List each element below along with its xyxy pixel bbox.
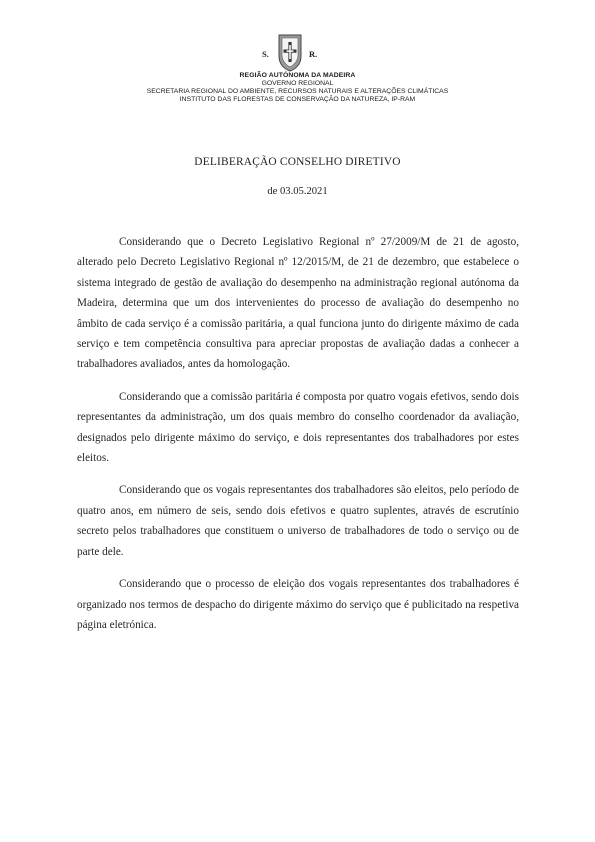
document-body (77, 232, 519, 647)
letterhead-emblem (0, 34, 595, 74)
document-heading (0, 155, 595, 199)
paragraph: Considerando que o processo de eleição dos vogais representantes dos trabalhadores é organizado nos termos de despacho do dirigente máximo do serviço que é publicitado na respetiva página eletrónica. (77, 578, 519, 631)
document-title: DELIBERAÇÃO CONSELHO DIRETIVO (194, 156, 401, 168)
institute-name: INSTITUTO DAS FLORESTAS DE CONSERVAÇÃO DA NATUREZA, IP-RAM (179, 96, 416, 103)
paragraph: Considerando que o Decreto Legislativo Regional nº 27/2009/M de 21 de agosto, alterado pelo Decreto Legislativo Regional nº 12/2015/M, de 21 de dezembro, que estabelece o sistema integrado de gestão de avaliação do desempenho na administração regional autónoma da Madeira, determina que um dos intervenientes do processo de avaliação do desempenho no âmbito de cada serviço é a comissão paritária, a qual funciona junto do dirigente máximo de cada serviço e tem competência consultiva para apreciar propostas de avaliação dadas a conhecer a trabalhadores avaliados, antes da homologação. (77, 236, 519, 371)
letterhead (0, 72, 595, 104)
emblem-letter-r: R. (309, 49, 318, 59)
secretariat-name: SECRETARIA REGIONAL DO AMBIENTE, RECURSOS NATURAIS E ALTERAÇÕES CLIMÁTICAS (146, 88, 449, 95)
emblem-letter-s: S. (262, 49, 269, 59)
government-name: GOVERNO REGIONAL (261, 80, 334, 87)
document-date: de 03.05.2021 (267, 186, 328, 197)
paragraph: Considerando que os vogais representantes dos trabalhadores são eleitos, pelo período de quatro anos, em número de seis, sendo dois efetivos e quatro suplentes, através de escrutínio secreto pelos trabalhadores que constituem o universo de trabalhadores de todo o serviço ou de parte dele. (77, 484, 519, 558)
coat-of-arms-icon (278, 34, 302, 72)
paragraph: Considerando que a comissão paritária é composta por quatro vogais efetivos, sendo dois representantes da administração, um dos quais membro do conselho coordenador da avaliação, designados pelo dirigente máximo do serviço, e dois representantes dos trabalhadores por estes eleitos. (77, 390, 519, 465)
region-name: REGIÃO AUTÓNOMA DA MADEIRA (239, 72, 356, 79)
